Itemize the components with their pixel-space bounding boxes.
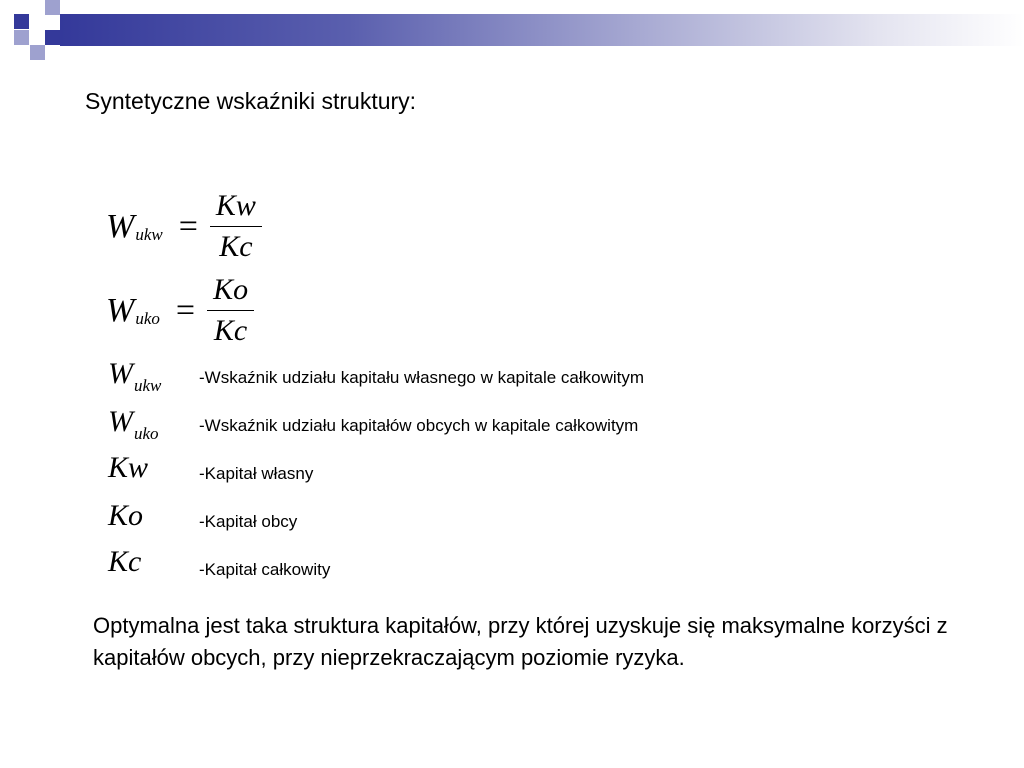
slide-title: Syntetyczne wskaźniki struktury:	[85, 88, 417, 114]
decorative-square	[45, 0, 60, 15]
equals-sign: =	[175, 291, 196, 329]
decorative-square	[14, 14, 29, 29]
definition-text-kc: -Kapitał całkowity	[199, 560, 331, 579]
definition-text-ukw: -Wskaźnik udziału kapitału własnego w kapitale całkowitym	[199, 368, 645, 387]
definition-text-uko: -Wskaźnik udziału kapitałów obcych w kapitale całkowitym	[199, 416, 639, 435]
denominator: Kc	[213, 314, 248, 347]
fraction	[210, 188, 262, 265]
definition-symbol-ukw	[108, 356, 161, 396]
formula-subscript: uko	[135, 308, 160, 328]
formula-uko	[106, 272, 254, 349]
definition-text-ko: -Kapitał obcy	[199, 512, 298, 531]
symbol-subscript: ukw	[134, 376, 162, 395]
formula-subscript: ukw	[135, 224, 163, 244]
formula-symbol: W	[106, 207, 135, 245]
symbol-subscript: uko	[134, 424, 159, 443]
definition-symbol-kc: Kc	[108, 545, 142, 578]
formula-ukw	[106, 188, 262, 265]
numerator: Kw	[210, 188, 262, 227]
denominator: Kc	[219, 230, 253, 263]
conclusion-paragraph: Optymalna jest taka struktura kapitałów, przy której uzyskuje się maksymalne korzyści z kapitałów obcych, przy nieprzekraczającym poziomie ryzyka.	[93, 613, 948, 670]
symbol-main: W	[108, 357, 133, 390]
formula-symbol: W	[106, 291, 135, 329]
definition-symbol-ko: Ko	[108, 499, 144, 532]
decorative-square	[30, 45, 45, 60]
fraction	[207, 272, 254, 349]
decorative-square	[14, 30, 29, 45]
definition-symbol-uko	[108, 404, 159, 444]
equals-sign: =	[178, 207, 198, 245]
definition-symbol-kw: Kw	[108, 451, 149, 484]
decorative-square	[45, 30, 60, 45]
header-gradient-bar	[60, 14, 1024, 46]
symbol-main: W	[108, 405, 133, 438]
numerator: Ko	[207, 272, 254, 311]
definition-text-kw: -Kapitał własny	[199, 464, 314, 483]
